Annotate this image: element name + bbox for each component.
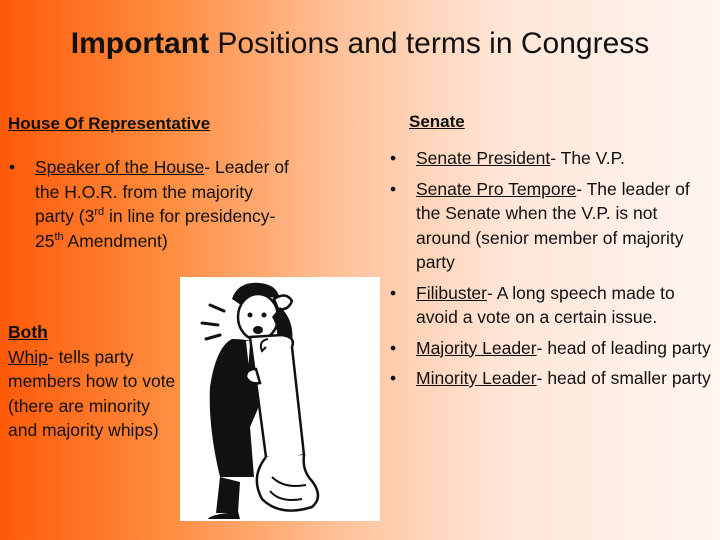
desc-whip: - tells party members how to vote (there are minority and majority whips)	[8, 346, 176, 440]
list-item-speaker	[9, 155, 295, 253]
term-minority-leader: Minority Leader	[416, 368, 537, 388]
bullet-icon: •	[390, 337, 397, 358]
term-speaker: Speaker of the House	[35, 157, 205, 177]
title-rest: Positions and terms in Congress	[209, 27, 650, 60]
desc-filibuster: - A long speech made to avoid a vote on a certain issue.	[416, 282, 675, 327]
bullet-icon: •	[390, 282, 397, 303]
term-pro-tempore: Senate Pro Tempore	[416, 178, 577, 199]
bullet-icon: •	[390, 178, 397, 199]
list-item-senate-president	[390, 146, 716, 171]
senate-heading: Senate	[409, 112, 465, 131]
desc-senate-president: - The V.P.	[550, 148, 625, 168]
desc-speaker-a: - Leader of the H.O.R. from the majority party (3	[35, 157, 289, 226]
surprise-marks	[202, 305, 224, 339]
sup-rd: rd	[94, 206, 105, 219]
bullet-icon: •	[9, 157, 16, 177]
scroll-paper	[250, 335, 304, 460]
senate-list	[390, 146, 716, 397]
house-heading: House Of Representative	[8, 114, 211, 133]
both-section	[8, 320, 178, 443]
title-bold: Important	[70, 27, 210, 60]
desc-majority-leader: - head of leading party	[536, 337, 711, 358]
list-item-minority-leader	[390, 366, 716, 391]
sup-th: th	[54, 230, 64, 243]
man-reading-scroll-illustration	[180, 277, 380, 521]
term-senate-president: Senate President	[416, 148, 551, 168]
desc-speaker-c: Amendment)	[63, 230, 168, 251]
bullet-icon: •	[390, 148, 397, 168]
list-item-majority-leader	[390, 336, 716, 361]
slide-title	[0, 24, 720, 64]
house-list	[9, 155, 295, 253]
bullet-icon: •	[390, 368, 397, 388]
term-whip: Whip	[8, 346, 48, 367]
term-filibuster: Filibuster	[416, 282, 487, 303]
term-majority-leader: Majority Leader	[416, 337, 537, 358]
list-item-pro-tempore	[390, 177, 716, 275]
desc-pro-tempore: - The leader of the Senate when the V.P. is not around (senior member of majority party	[416, 178, 690, 272]
both-heading: Both	[8, 322, 48, 342]
scroll-cartoon-graphic	[180, 277, 380, 521]
desc-minority-leader: - head of smaller party	[536, 368, 711, 388]
list-item-filibuster	[390, 281, 716, 330]
desc-speaker-b: in line for presidency- 25	[35, 206, 276, 251]
